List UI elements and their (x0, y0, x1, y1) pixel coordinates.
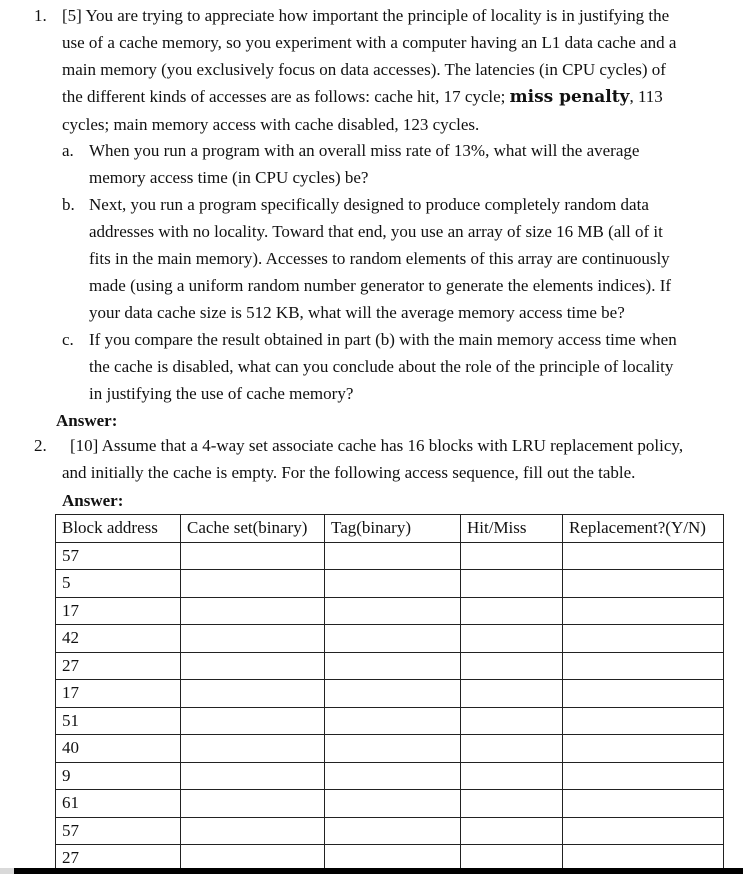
part-text (89, 191, 717, 326)
text-line: the cache is disabled, what can you conclude about the role of the principle of locality (89, 357, 674, 376)
text-line: memory access time (in CPU cycles) be? (89, 168, 369, 187)
cell-replacement[interactable] (563, 817, 724, 845)
cell-block-address: 17 (56, 680, 181, 708)
text-line: use of a cache memory, so you experiment with a computer having an L1 data cache and a (62, 33, 677, 52)
header-tag: Tag(binary) (325, 515, 461, 543)
cell-cache-set[interactable] (181, 652, 325, 680)
cell-block-address: 17 (56, 597, 181, 625)
text-line: and initially the cache is empty. For the following access sequence, fill out the table. (62, 463, 636, 482)
cell-block-address: 57 (56, 542, 181, 570)
cell-block-address: 9 (56, 762, 181, 790)
text-line: made (using a uniform random number generator to generate the elements indices). If (89, 276, 672, 295)
text-line: main memory (you exclusively focus on data accesses). The latencies (in CPU cycles) of (62, 60, 666, 79)
text-span: the different kinds of accesses are as follows: cache hit, 17 cycle; (62, 87, 510, 106)
cell-cache-set[interactable] (181, 762, 325, 790)
header-replacement: Replacement?(Y/N) (563, 515, 724, 543)
cell-tag[interactable] (325, 597, 461, 625)
cell-replacement[interactable] (563, 762, 724, 790)
cell-block-address: 5 (56, 570, 181, 598)
cell-hit-miss[interactable] (461, 597, 563, 625)
cell-tag[interactable] (325, 707, 461, 735)
text-line: addresses with no locality. Toward that end, you use an array of size 16 MB (all of it (89, 222, 663, 241)
cell-hit-miss[interactable] (461, 625, 563, 653)
cell-block-address: 57 (56, 817, 181, 845)
cell-hit-miss[interactable] (461, 570, 563, 598)
text-line: If you compare the result obtained in part (b) with the main memory access time when (89, 330, 677, 349)
cell-block-address: 61 (56, 790, 181, 818)
part-text (89, 326, 717, 407)
cell-tag[interactable] (325, 542, 461, 570)
question-text (62, 432, 718, 486)
table-row (56, 762, 724, 790)
cell-replacement[interactable] (563, 735, 724, 763)
cell-replacement[interactable] (563, 542, 724, 570)
cell-replacement[interactable] (563, 597, 724, 625)
part-text (89, 137, 717, 191)
cell-hit-miss[interactable] (461, 542, 563, 570)
cell-hit-miss[interactable] (461, 707, 563, 735)
cell-replacement[interactable] (563, 625, 724, 653)
cell-replacement[interactable] (563, 570, 724, 598)
table-row (56, 597, 724, 625)
emphasis-text: miss penalty (509, 87, 630, 107)
cell-hit-miss[interactable] (461, 680, 563, 708)
cell-tag[interactable] (325, 625, 461, 653)
text-line: in justifying the use of cache memory? (89, 384, 354, 403)
cell-replacement[interactable] (563, 707, 724, 735)
cache-table (55, 514, 724, 873)
cell-tag[interactable] (325, 680, 461, 708)
cell-tag[interactable] (325, 570, 461, 598)
text-line: cycles; main memory access with cache disabled, 123 cycles. (62, 115, 480, 134)
part-letter: c. (62, 330, 74, 349)
text-line: your data cache size is 512 KB, what will the average memory access time be? (89, 303, 625, 322)
scan-edge-bar (14, 868, 743, 874)
cell-cache-set[interactable] (181, 542, 325, 570)
cell-block-address: 42 (56, 625, 181, 653)
cell-cache-set[interactable] (181, 680, 325, 708)
cell-block-address: 27 (56, 845, 181, 873)
cell-block-address: 51 (56, 707, 181, 735)
header-cache-set: Cache set(binary) (181, 515, 325, 543)
table-row (56, 790, 724, 818)
part-letter: b. (62, 195, 75, 214)
cell-tag[interactable] (325, 735, 461, 763)
table-row (56, 570, 724, 598)
cell-block-address: 40 (56, 735, 181, 763)
cell-cache-set[interactable] (181, 707, 325, 735)
table-row (56, 707, 724, 735)
cell-tag[interactable] (325, 652, 461, 680)
cell-block-address: 27 (56, 652, 181, 680)
part-letter: a. (62, 141, 74, 160)
table-header-row (56, 515, 724, 543)
cell-cache-set[interactable] (181, 735, 325, 763)
answer-label-2: Answer: (62, 491, 124, 510)
cell-cache-set[interactable] (181, 625, 325, 653)
cell-tag[interactable] (325, 790, 461, 818)
cell-hit-miss[interactable] (461, 652, 563, 680)
header-block-address: Block address (56, 515, 181, 543)
cell-cache-set[interactable] (181, 597, 325, 625)
cell-replacement[interactable] (563, 652, 724, 680)
text-span: , 113 (629, 87, 663, 106)
cell-tag[interactable] (325, 762, 461, 790)
cell-hit-miss[interactable] (461, 762, 563, 790)
text-line (62, 83, 718, 111)
text-line: fits in the main memory). Accesses to random elements of this array are continuously (89, 249, 670, 268)
cell-replacement[interactable] (563, 680, 724, 708)
table-row (56, 542, 724, 570)
answer-label-1: Answer: (56, 411, 118, 430)
cell-cache-set[interactable] (181, 790, 325, 818)
question-number: 2. (34, 436, 47, 455)
question-text (62, 2, 718, 138)
text-line: When you run a program with an overall miss rate of 13%, what will the average (89, 141, 640, 160)
text-line: Next, you run a program specifically designed to produce completely random data (89, 195, 649, 214)
text-line: [10] Assume that a 4-way set associate cache has 16 blocks with LRU replacement policy, (70, 436, 684, 455)
table-row (56, 735, 724, 763)
table-row (56, 625, 724, 653)
cell-hit-miss[interactable] (461, 735, 563, 763)
table-row (56, 817, 724, 845)
text-line: [5] You are trying to appreciate how important the principle of locality is in justifying the (62, 6, 670, 25)
header-hit-miss: Hit/Miss (461, 515, 563, 543)
cell-tag[interactable] (325, 817, 461, 845)
cell-hit-miss[interactable] (461, 790, 563, 818)
cell-hit-miss[interactable] (461, 817, 563, 845)
table-row (56, 652, 724, 680)
cell-replacement[interactable] (563, 790, 724, 818)
scan-edge (0, 868, 14, 874)
cell-cache-set[interactable] (181, 817, 325, 845)
question-number: 1. (34, 6, 47, 25)
cell-cache-set[interactable] (181, 570, 325, 598)
table-row (56, 680, 724, 708)
